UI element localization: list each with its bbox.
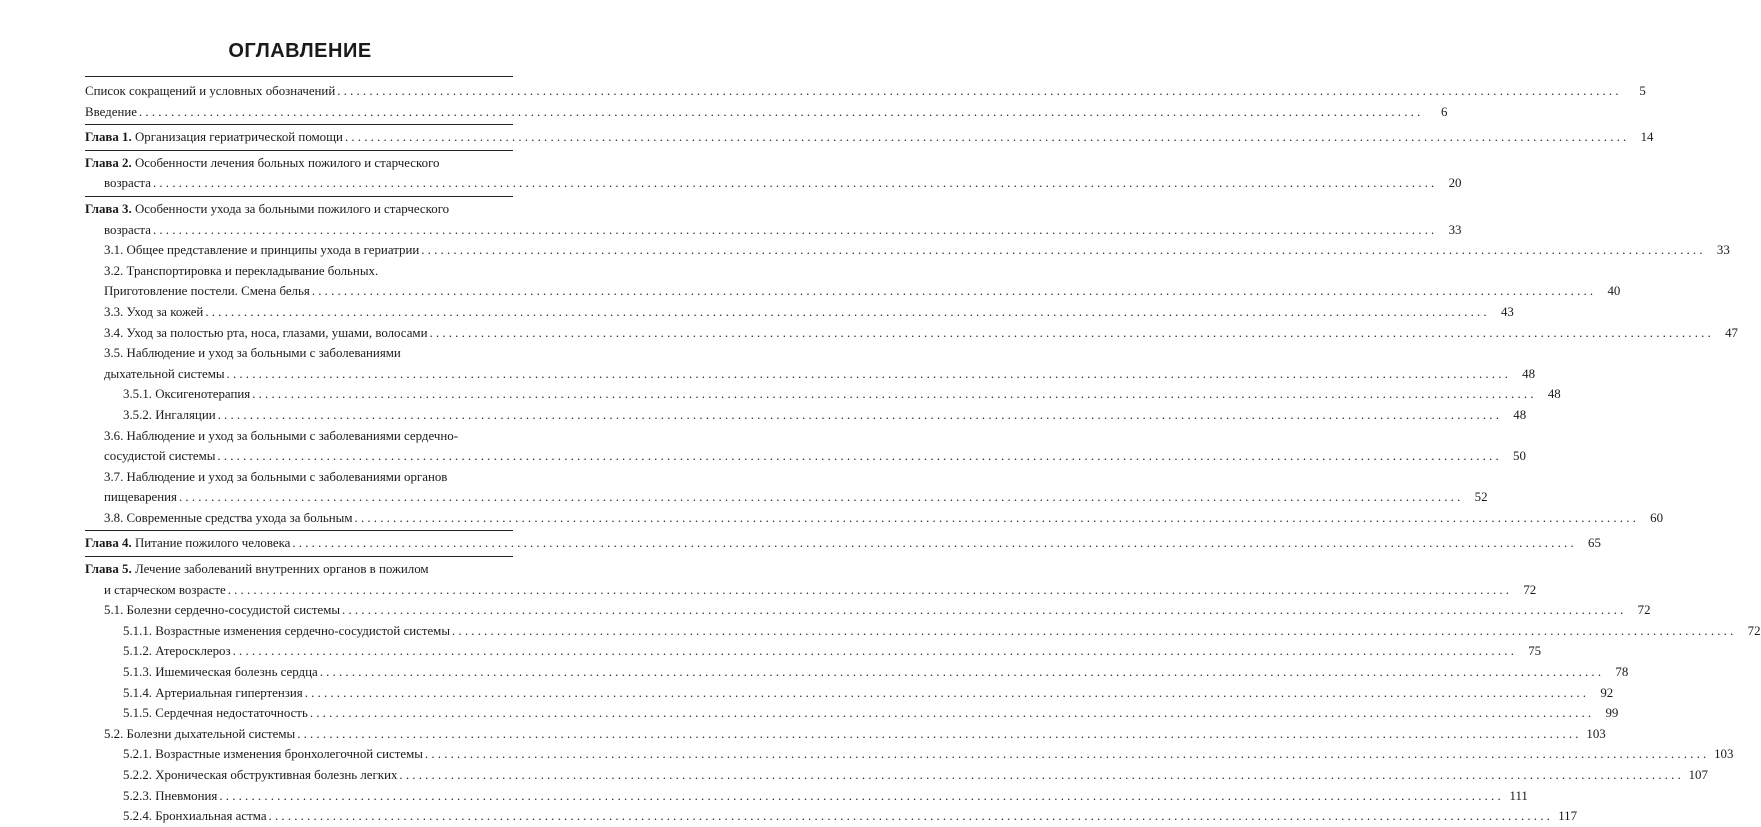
chapter-number: Глава 1. <box>85 130 132 145</box>
table-of-contents <box>85 81 1761 827</box>
toc-entry[interactable] <box>85 364 1536 385</box>
dot-leader: ........................................................................................................................................................................................................ <box>304 685 1590 700</box>
toc-entry-text: 5.2. Болезни дыхательной системы <box>104 726 296 741</box>
dot-leader: ........................................................................................................................................................................................................ <box>292 536 1577 551</box>
dot-leader: ........................................................................................................................................................................................................ <box>342 603 1627 618</box>
toc-entry-text: Особенности ухода за больными пожилого и старческого <box>134 201 450 216</box>
page-number: 60 <box>1650 510 1664 525</box>
toc-entry[interactable] <box>85 127 1654 148</box>
toc-entry[interactable] <box>85 580 1537 601</box>
toc-entry-text: Приготовление постели. Смена белья <box>104 284 310 299</box>
toc-entry[interactable] <box>85 533 1601 554</box>
toc-entry-text: Организация гериатрической помощи <box>134 130 343 145</box>
toc-entry-title <box>104 264 378 278</box>
toc-entry[interactable] <box>85 281 1621 302</box>
page-number: 48 <box>1547 387 1561 402</box>
toc-entry[interactable] <box>85 323 1738 344</box>
toc-entry-title <box>123 786 217 807</box>
chapter-number: Глава 4. <box>85 536 132 551</box>
toc-entry[interactable] <box>85 446 1526 467</box>
page-number: 50 <box>1513 449 1526 464</box>
page-number: 111 <box>1509 788 1528 803</box>
toc-entry-text: 5.1.2. Атеросклероз <box>123 644 231 659</box>
toc-entry-title <box>123 662 318 683</box>
toc-entry-title <box>123 806 267 827</box>
page-number: 33 <box>1448 222 1462 237</box>
toc-entry-title <box>104 173 151 194</box>
page-number: 52 <box>1474 490 1488 505</box>
toc-entry-text: 5.1.4. Артериальная гипертензия <box>123 685 303 700</box>
toc-entry-title <box>104 323 427 344</box>
toc-entry-title <box>85 156 439 170</box>
page-number: 5 <box>1639 84 1646 98</box>
dot-leader: ........................................................................................................................................................................................................ <box>138 104 1424 119</box>
toc-entry-title <box>104 487 177 508</box>
page-number: 65 <box>1588 536 1601 551</box>
dot-leader: ........................................................................................................................................................................................................ <box>226 366 1512 381</box>
toc-entry-text: 3.7. Наблюдение и уход за больными с заболеваниями органов <box>104 469 448 484</box>
dot-leader: ........................................................................................................................................................................................................ <box>152 222 1438 237</box>
toc-entry-title <box>123 621 450 642</box>
toc-entry-text: Лечение заболеваний внутренних органов в пожилом <box>134 562 429 577</box>
dot-leader: ........................................................................................................................................................................................................ <box>354 510 1640 525</box>
toc-entry-text: возраста <box>104 176 151 191</box>
toc-entry[interactable] <box>85 173 1462 194</box>
page-number: 33 <box>1716 243 1730 258</box>
toc-entry-title <box>104 446 215 467</box>
toc-entry[interactable] <box>85 641 1542 662</box>
page-number: 107 <box>1688 768 1708 782</box>
page-title: ОГЛАВЛЕНИЕ <box>228 40 372 62</box>
dot-leader: ........................................................................................................................................................................................................ <box>217 407 1503 422</box>
page-number: 103 <box>1586 726 1606 741</box>
dot-leader: ........................................................................................................................................................................................................ <box>424 747 1710 762</box>
toc-entry-title <box>85 562 429 576</box>
toc-entry-text: 3.4. Уход за полостью рта, носа, глазами, ушами, волосами <box>104 325 428 340</box>
toc-entry[interactable] <box>85 302 1514 323</box>
toc-entry-text: Питание пожилого человека <box>134 536 291 551</box>
page-number: 48 <box>1513 407 1527 422</box>
toc-entry-text: 3.5. Наблюдение и уход за больными с заболеваниями <box>104 346 401 361</box>
dot-leader: ........................................................................................................................................................................................................ <box>232 644 1518 659</box>
toc-entry[interactable] <box>85 744 1734 765</box>
toc-entry-title <box>104 240 419 261</box>
chapter-number: Глава 2. <box>85 155 132 170</box>
toc-entry-title <box>104 508 353 529</box>
toc-entry-text: 3.5.1. Оксигенотерапия <box>123 387 251 402</box>
page-number: 103 <box>1714 747 1734 762</box>
page-number: 75 <box>1528 644 1542 659</box>
page-number: 20 <box>1448 176 1462 191</box>
dot-leader: ........................................................................................................................................................................................................ <box>452 623 1737 638</box>
page-number: 47 <box>1725 325 1738 340</box>
toc-entry-text: 3.2. Транспортировка и перекладывание больных. <box>104 263 379 278</box>
toc-entry[interactable] <box>85 220 1462 241</box>
dot-leader: ........................................................................................................................................................................................................ <box>421 243 1706 258</box>
dot-leader: ........................................................................................................................................................................................................ <box>252 387 1537 402</box>
dot-leader: ........................................................................................................................................................................................................ <box>309 706 1595 721</box>
dot-leader: ........................................................................................................................................................................................................ <box>297 726 1582 741</box>
dot-leader: ........................................................................................................................................................................................................ <box>311 284 1597 299</box>
toc-entry-text: 5.2.3. Пневмония <box>123 788 218 803</box>
page-number: 14 <box>1640 130 1654 145</box>
toc-entry-title <box>104 281 310 302</box>
toc-entry[interactable] <box>85 683 1614 704</box>
toc-entry[interactable] <box>85 786 1528 807</box>
toc-entry[interactable] <box>85 384 1561 405</box>
dot-leader: ........................................................................................................................................................................................................ <box>344 130 1630 145</box>
toc-entry[interactable] <box>85 724 1606 745</box>
dot-leader: ........................................................................................................................................................................................................ <box>268 809 1554 824</box>
toc-entry-text: 5.2.2. Хроническая обструктивная болезнь легких <box>123 768 398 782</box>
dot-leader: ........................................................................................................................................................................................................ <box>217 449 1502 464</box>
title-divider <box>85 76 513 77</box>
page-number: 40 <box>1607 284 1621 299</box>
dot-leader: ........................................................................................................................................................................................................ <box>205 304 1490 319</box>
dot-leader: ........................................................................................................................................................................................................ <box>399 768 1684 782</box>
dot-leader: ........................................................................................................................................................................................................ <box>429 325 1714 340</box>
toc-entry[interactable] <box>85 621 1761 642</box>
page-number: 6 <box>1441 104 1448 119</box>
toc-entry[interactable] <box>85 703 1619 724</box>
toc-entry-title <box>85 533 290 554</box>
toc-entry-title <box>85 81 335 102</box>
toc-entry[interactable] <box>85 662 1629 683</box>
toc-entry-title <box>104 364 225 385</box>
toc-entry-text: возраста <box>104 222 151 237</box>
toc-entry-title <box>123 744 423 765</box>
chapter-number: Глава 5. <box>85 562 132 577</box>
toc-entry-title <box>85 127 343 148</box>
toc-entry-title <box>123 641 231 662</box>
toc-entry[interactable] <box>85 765 1708 786</box>
page-number: 78 <box>1615 665 1629 680</box>
dot-leader: ........................................................................................................................................................................................................ <box>178 490 1464 505</box>
toc-entry-text: Список сокращений и условных обозначений <box>85 84 336 98</box>
toc-entry-title <box>104 470 447 484</box>
toc-entry-text: 5.1.5. Сердечная недостаточность <box>123 706 308 721</box>
toc-entry-text: пищеварения <box>104 490 177 505</box>
dot-leader: ........................................................................................................................................................................................................ <box>337 84 1622 98</box>
toc-entry-title <box>85 202 449 216</box>
page-number: 92 <box>1600 685 1614 700</box>
page-number: 99 <box>1605 706 1619 721</box>
toc-entry-text: 5.2.4. Бронхиальная астма <box>123 809 267 824</box>
toc-entry-title <box>123 765 397 786</box>
toc-entry-title <box>123 683 303 704</box>
dot-leader: ........................................................................................................................................................................................................ <box>319 665 1605 680</box>
dot-leader: ........................................................................................................................................................................................................ <box>219 788 1504 803</box>
toc-entry[interactable] <box>85 600 1651 621</box>
toc-entry-text: 3.3. Уход за кожей <box>104 304 204 319</box>
toc-entry[interactable] <box>85 405 1527 426</box>
toc-entry-continuation <box>85 343 513 364</box>
toc-entry-text: 3.5.2. Ингаляции <box>123 407 216 422</box>
toc-entry-title <box>85 102 137 123</box>
toc-entry-title <box>104 302 203 323</box>
toc-entry-text: 3.1. Общее представление и принципы ухода в гериатрии <box>104 243 420 258</box>
dot-leader: ........................................................................................................................................................................................................ <box>152 176 1438 191</box>
toc-entry-continuation <box>85 153 513 174</box>
toc-entry-title <box>123 703 308 724</box>
toc-entry-title <box>104 220 151 241</box>
toc-entry-title <box>104 724 295 745</box>
page-number: 48 <box>1522 366 1536 381</box>
page-number: 72 <box>1637 603 1651 618</box>
page-number: 72 <box>1523 582 1537 597</box>
toc-entry-continuation <box>85 261 513 282</box>
toc-entry[interactable] <box>85 240 1730 261</box>
toc-entry-title <box>104 600 340 621</box>
toc-entry-text: дыхательной системы <box>104 366 225 381</box>
toc-entry-title <box>104 429 458 443</box>
toc-entry-text: 5.1. Болезни сердечно-сосудистой системы <box>104 603 341 618</box>
toc-entry-title <box>123 384 250 405</box>
toc-entry-continuation <box>85 467 513 488</box>
toc-entry-continuation <box>85 559 513 580</box>
toc-entry-text: 5.1.3. Ишемическая болезнь сердца <box>123 665 318 680</box>
toc-entry-text: 3.6. Наблюдение и уход за больными с заболеваниями сердечно- <box>104 428 458 443</box>
toc-entry-continuation <box>85 199 513 220</box>
toc-entry-title <box>104 580 226 601</box>
toc-entry[interactable] <box>85 806 1578 827</box>
page-number: 43 <box>1500 304 1514 319</box>
page-number: 72 <box>1747 623 1761 638</box>
toc-entry[interactable] <box>85 508 1664 529</box>
toc-entry[interactable] <box>85 81 1646 102</box>
dot-leader: ........................................................................................................................................................................................................ <box>227 582 1513 597</box>
toc-entry-text: 3.8. Современные средства ухода за больным <box>104 510 353 525</box>
toc-entry-text: сосудистой системы <box>104 449 216 464</box>
chapter-number: Глава 3. <box>85 201 132 216</box>
toc-entry[interactable] <box>85 487 1488 508</box>
toc-entry[interactable] <box>85 102 1448 123</box>
page-number: 117 <box>1558 809 1578 824</box>
toc-entry-text: Особенности лечения больных пожилого и старческого <box>134 155 440 170</box>
toc-entry-continuation <box>85 426 513 447</box>
toc-entry-text: 5.1.1. Возрастные изменения сердечно-сосудистой системы <box>123 623 450 638</box>
toc-entry-title <box>123 405 216 426</box>
toc-entry-text: Введение <box>85 104 137 119</box>
toc-entry-text: 5.2.1. Возрастные изменения бронхолегочной системы <box>123 747 423 762</box>
toc-entry-title <box>104 346 401 360</box>
toc-entry-text: и старческом возрасте <box>104 582 226 597</box>
